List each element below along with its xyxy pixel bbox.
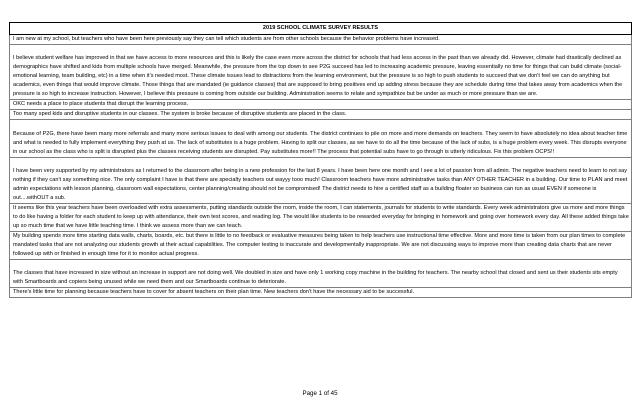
survey-response-text: Because of P2G, there have been many more referrals and many more serious issues to deal with among our students. The district continues to pile on more and more demands on teachers. They seem to have absolutely no idea about teacher time and what is needed to fully implement everything they push at us. The lack of substitutes is a huge problem. Having to split our classes, as we have to do all the time because of the lack of subs, is a huge problem every week. This disrupts everyone in our school as the class who is split is disrupted plus the classes receiving students are disrupted. Pay substitutes more!! The process that potential subs have to go through is utterly ridiculous. Fix this problem OCPS!! [13,130,628,155]
survey-response-text: OKC needs a place to place students that disrupt the learning process. [13,101,189,108]
table-row [10,45,632,100]
cell-leading-blank-line [13,120,629,129]
survey-response-cell [10,100,632,110]
page-title: 2019 SCHOOL CLIMATE SURVEY RESULTS [10,23,632,35]
survey-response-text: Too many sped kids and disruptive students in our classes. The system is broke because of disruptive students are placed in the class. [13,111,347,118]
survey-response-cell [10,232,632,260]
survey-response-text: The classes that have increased in size without an increase in support are not doing well. We doubled in size and have only 1 working copy machine in the building for teachers. The nearby school that closed and sent us their students sits empty with Smartboards and copiers being unused while we need them and our Smartboards continue to deteriorate. [13,270,618,286]
table-row [10,120,632,157]
table-body-responses [10,35,632,298]
cell-leading-blank-line [13,158,629,167]
survey-results-table [9,22,632,298]
survey-response-cell [10,203,632,231]
survey-response-cell [10,45,632,100]
survey-response-cell [10,35,632,45]
survey-response-text: There's little time for planning because teachers have to cover for absent teachers on their plan time. New teachers don't have the necessary aid to be successful. [13,289,415,296]
page-footer: Page 1 of 45 [302,390,338,397]
survey-response-cell [10,110,632,120]
survey-response-cell [10,288,632,298]
survey-response-cell [10,120,632,157]
table-row-title [10,23,632,35]
table-row [10,100,632,110]
table-row [10,110,632,120]
survey-response-text: My building spends more time starting data walls, charts, boards, etc. but there is little to no feedback or evaluative measures being taken to help teachers use instructional time effective. More and more time is taken from our plan times to complete mandated tasks that are not analyzing our students growth at their actual capabilities. The computer testing is inaccurate and developmentally inappropriate. We are not discussing ways to improve more than creating data charts that are never followed up with or finished in enough time for it to monitor actual progress. [13,233,626,258]
table-row [10,157,632,203]
table-row [10,260,632,288]
table-row [10,35,632,45]
survey-response-text: I am new at my school, but teachers who have been here previously say they can tell which students are from other schools because the behavior problems have increased. [13,36,440,43]
table-body [10,23,632,35]
survey-response-text: It seems like this year teachers have been overloaded with extra assessments, putting standards outside the room, inside the room, I can statements, journals for students to write standards. Every week administrators give us more and more things to do like having a folder for each student to keep up with attendance, their own test scores, and reading log. The would like students to be rewarded everyday for bringing in homework and going over homework every day. All these added things take up so much time that we have little teaching time. I think we assess more than we can teach. [13,204,629,229]
cell-leading-blank-line [13,45,629,54]
table-row [10,203,632,231]
survey-response-text: I believe student welfare has improved in that we have access to more resources and this is likely the case even more across the district for schools that had less access in the past than we already did. However, climate had drastically declined as demographics have shifted and kids from multiple schools have merged. Meanwhile, the pressure from the top down to see P2G succeed has led to increasing academic pressure, leaving essentially no time for things that can build climate (social-emotional learning, team building, etc) in a time when it's needed most. These climate issues lead to distractions from the learning environment, but the pressure is so high to push students to succeed that we don't feel we can do anything but academics, even things that would improve climate. Those things that are mandated (ie guidance classes) that are supposed to bring positives end up adding stress because they are schedule during time that takes away from academics when the pressure is so high to increase instruction. However, I believe this pressure is coming from outside our building. Administration seems to relate and sympathize but be under as much or more pressure than we are. [13,55,623,98]
survey-response-cell [10,260,632,288]
survey-response-text: I have been very supported by my administrators as I returned to the classroom after being in a new profession for the last 8 years. I have been here one month and I see a lot of passion from all admin. The negative teachers need to learn to not say nothing if they can't say something nice. The only complaint I have is that there are specialty teachers out wayyy tooo much! Classroom teachers have more administrative tasks than ANY OTHER TEACHER in a building. Our time to PLAN and meet admin expectations with lesson planning, classroom wall expectations, center planning/creating should not be compromised! The district needs to hire a certified staff as a building floater so business can run as usual EVEN if someone is out....withOUT a sub. [13,167,628,201]
survey-response-cell [10,157,632,203]
table-row [10,288,632,298]
table-row [10,232,632,260]
cell-leading-blank-line [13,260,629,269]
